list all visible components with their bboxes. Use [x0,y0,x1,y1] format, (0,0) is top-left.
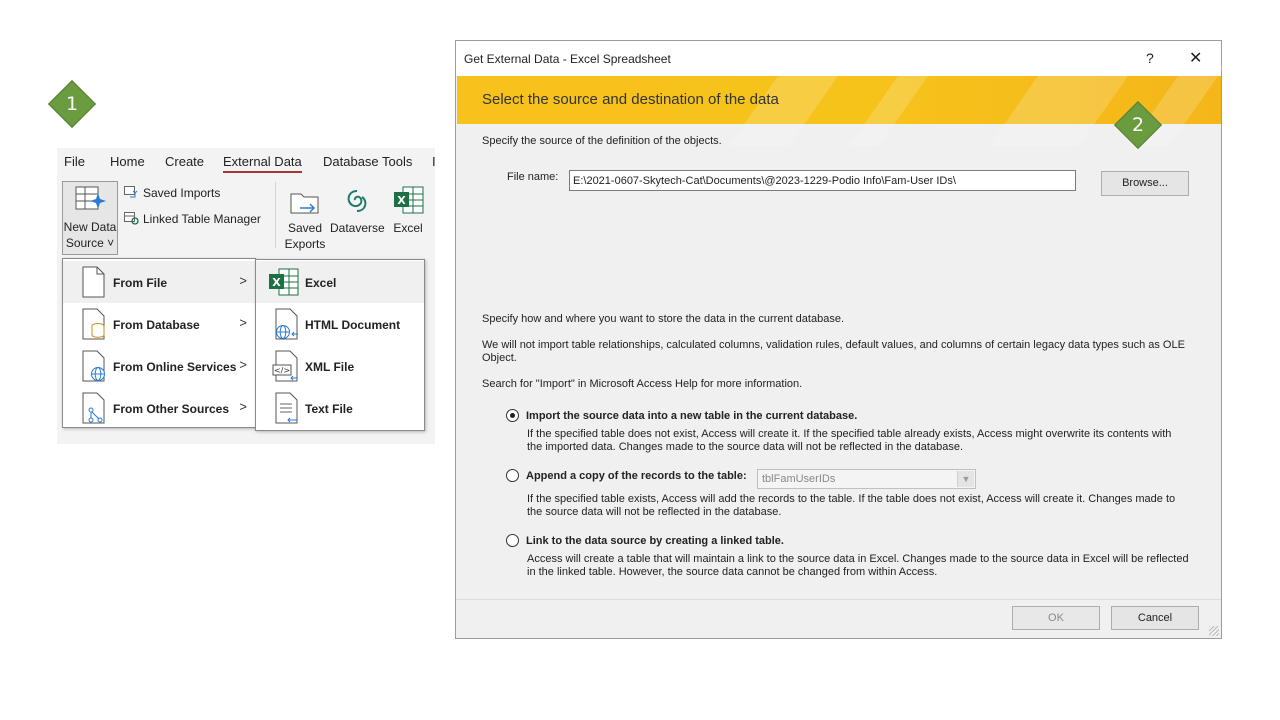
tab-home[interactable]: Home [110,154,145,169]
chevron-right-icon: > [239,399,247,414]
footer-divider [456,599,1221,600]
import-radio[interactable] [506,409,519,422]
badge-number: 1 [65,93,79,115]
tab-more[interactable]: I [432,154,436,169]
linked-table-manager-icon [124,212,139,225]
text-file-icon [272,392,300,424]
link-option-desc: Access will create a table that will maintain a link to the source data in Excel. Changes made to the source data in Excel will be reflected in the linked table. However, the source data cannot be changed from within Access. [527,553,1189,578]
source-prompt: Specify the source of the definition of the objects. [482,135,722,147]
link-option-title[interactable]: Link to the data source by creating a linked table. [526,535,784,547]
saved-exports-button[interactable] [282,186,328,252]
menu-item-label: From Database [113,318,200,332]
submenu-item-excel[interactable] [256,261,424,303]
dataverse-label: Dataverse [330,221,385,235]
new-data-source-button[interactable] [62,181,118,255]
excel-icon [268,266,300,298]
browse-button[interactable]: Browse... [1101,171,1189,196]
tab-external-data[interactable]: External Data [223,154,302,173]
append-table-value: tblFamUserIDs [762,473,836,485]
chevron-down-icon: ▼ [957,471,974,487]
banner-stripe [849,66,935,146]
menu-item-from-database[interactable] [63,303,255,345]
cancel-button[interactable]: Cancel [1111,606,1199,630]
ok-button[interactable]: OK [1012,606,1100,630]
saved-imports-button[interactable] [124,186,220,200]
append-option-title[interactable]: Append a copy of the records to the table: [526,470,747,482]
submenu-item-html-document[interactable] [256,303,424,345]
xml-file-icon [272,350,300,382]
tab-create[interactable]: Create [165,154,205,169]
legacy-warning: We will not import table relationships, calculated columns, validation rules, default values, and columns of certain legacy data types such as OLE Object. [482,339,1185,364]
import-option-title[interactable]: Import the source data into a new table in the current database. [526,410,858,422]
submenu-item-label: Text File [305,402,353,416]
new-data-source-menu [62,258,256,428]
dataverse-button[interactable] [330,186,384,236]
chevron-right-icon: > [239,273,247,288]
ribbon-separator [275,182,276,248]
saved-imports-label: Saved Imports [143,186,221,200]
from-file-submenu [255,259,425,431]
excel-icon [391,186,425,216]
store-prompt: Specify how and where you want to store the data in the current database. [482,313,845,325]
new-data-source-icon [74,185,106,215]
append-option-desc: If the specified table exists, Access will add the records to the table. If the table does not exist, Access will create it. Changes made to the source data will not be reflected in the database. [527,493,1176,518]
tab-database-tools[interactable]: Database Tools [323,154,413,169]
network-file-icon [79,392,107,424]
saved-exports-icon [288,186,322,216]
chevron-right-icon: > [239,357,247,372]
menu-item-label: From Other Sources [113,402,230,416]
submenu-item-label: Excel [305,276,337,290]
help-icon[interactable]: ? [1146,50,1154,66]
link-radio[interactable] [506,534,519,547]
new-data-source-label-1: New Data [63,220,117,234]
new-data-source-label-2: Source ˅ [65,236,115,250]
menu-item-from-online-services[interactable] [63,345,255,387]
excel-ribbon-label: Excel [393,221,423,235]
dialog-banner [457,76,1221,124]
import-option-desc: If the specified table does not exist, Access will create it. If the specified table already exists, Access might overwrite its contents with the imported data. Changes made to the source data will not be reflected in the database. [527,428,1172,453]
menu-item-label: From Online Services [113,360,237,374]
saved-imports-icon [124,186,139,199]
badge-number: 2 [1131,114,1145,136]
file-name-input[interactable] [569,170,1076,191]
submenu-item-label: XML File [305,360,355,374]
close-icon[interactable]: ✕ [1189,50,1203,67]
append-radio[interactable] [506,469,519,482]
svg-text:</>: </> [273,366,291,375]
saved-exports-label-2: Exports [284,237,326,251]
help-hint: Search for "Import" in Microsoft Access Help for more information. [482,378,803,390]
menu-item-label: From File [113,276,168,290]
append-table-select[interactable] [757,469,976,489]
svg-text:X: X [272,276,281,289]
linked-table-manager-button[interactable] [124,212,261,226]
submenu-item-xml-file[interactable] [256,345,424,387]
linked-table-manager-label: Linked Table Manager [143,212,261,226]
globe-file-icon [79,350,107,382]
banner-title: Select the source and destination of the data [482,91,779,108]
menu-item-from-file[interactable] [63,261,255,303]
svg-text:X: X [397,194,406,207]
chevron-right-icon: > [239,315,247,330]
database-file-icon [79,308,107,340]
ribbon-tabs [57,148,435,176]
file-icon [79,266,107,298]
submenu-item-label: HTML Document [305,318,401,332]
submenu-item-text-file[interactable] [256,387,424,429]
saved-exports-label-1: Saved [287,221,323,235]
excel-ribbon-button[interactable] [390,186,426,236]
tab-file[interactable]: File [64,154,85,169]
dialog-title: Get External Data - Excel Spreadsheet [464,52,671,66]
menu-item-from-other-sources[interactable] [63,387,255,429]
step-2-badge [1114,101,1162,149]
dataverse-icon [340,186,374,216]
step-1-badge [48,80,96,128]
resize-grip[interactable] [1209,626,1219,636]
html-document-icon [272,308,300,340]
file-name-label: File name: [507,171,559,183]
get-external-data-dialog [455,40,1222,639]
